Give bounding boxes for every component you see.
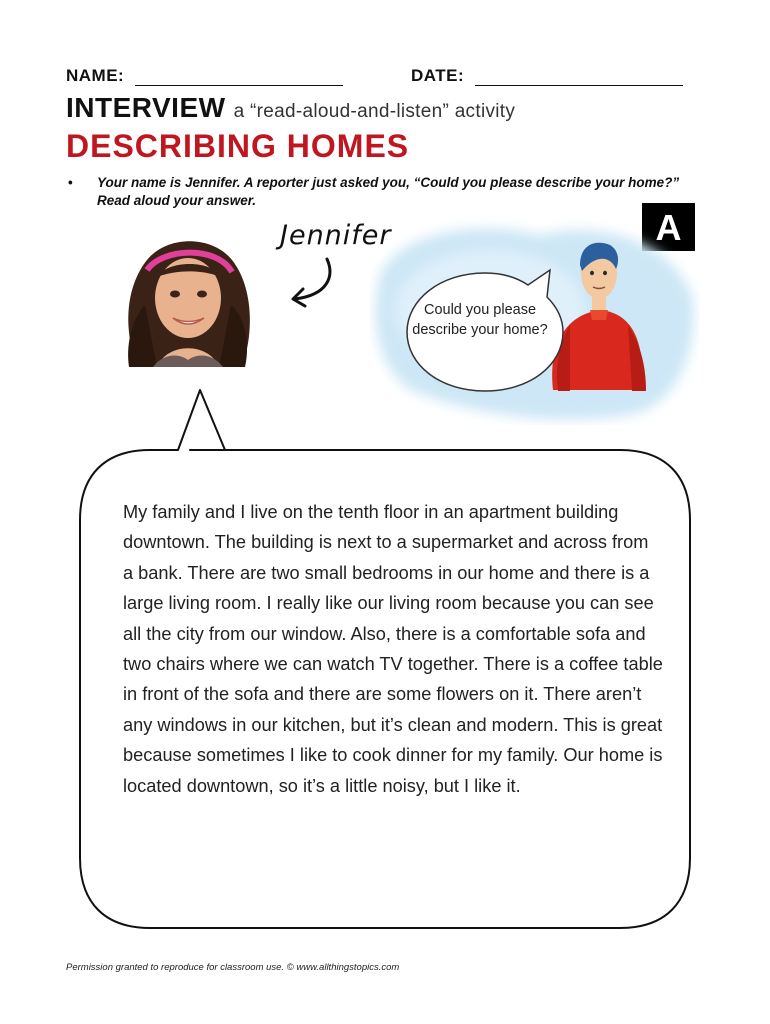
curved-arrow-icon [285,255,345,310]
subtitle: a “read-aloud-and-listen” activity [233,101,516,122]
name-field [66,66,343,86]
page-title [66,92,515,124]
reporter-question: Could you please describe your home? [412,302,548,338]
instruction [68,174,708,210]
topic-heading: DESCRIBING HOMES [66,128,410,164]
name-label: NAME: [66,66,125,85]
jennifer-photo [117,230,258,367]
version-badge: A [642,203,695,251]
name-blank-line[interactable] [135,69,343,86]
character-name: Jennifer [280,220,392,251]
date-blank-line[interactable] [475,69,683,86]
footer-permission: Permission granted to reproduce for classroom use. © www.allthingstopics.com [66,962,400,973]
answer-text: My family and I live on the tenth floor in an apartment building downtown. The building is next to a supermarket and across from a bank. There are two small bedrooms in our home and there is a large living room. I really like our living room because you can see all the city from our window. Also, there is a comfortable sofa and two chairs where we can watch TV together. There is a coffee table in front of the sofa and there are some flowers on it. There aren’t any windows in our kitchen, but it’s clean and modern. This is great because sometimes I like to cook dinner for my family. Our home is located downtown, so it’s a little noisy, but I like it. [123,502,663,796]
date-field [411,66,683,86]
date-label: DATE: [411,66,465,85]
title-text: INTERVIEW [66,92,226,123]
bullet-icon: • [68,175,73,190]
instruction-text: Your name is Jennifer. A reporter just asked you, “Could you please describe your home?” Read aloud your answer. [97,175,680,208]
